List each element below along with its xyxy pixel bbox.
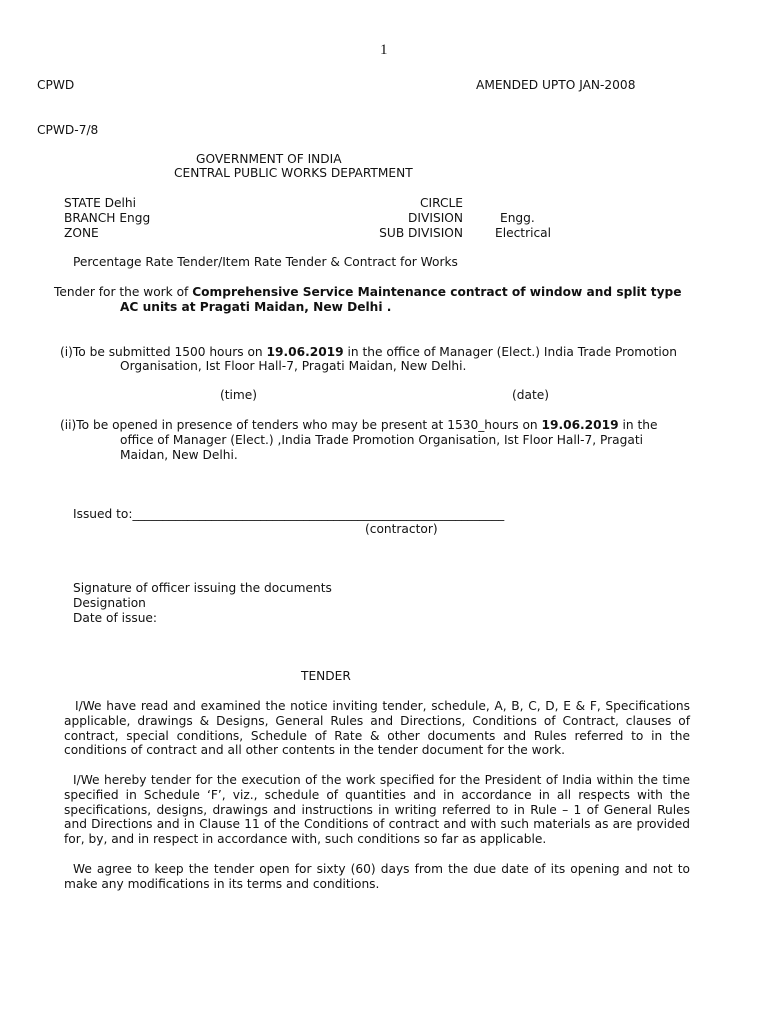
opening-line-1 [60, 418, 657, 432]
work-prefix: Tender for the work of [54, 285, 193, 299]
tender-paragraph-1: I/We have read and examined the notice inviting tender, schedule, A, B, C, D, E & F, Specifications applicable, drawings & Designs, General Rules and Directions, Conditions of Contract, clauses of contract, special conditions, Schedule of Rate & other documents and Rules referred to in the conditions of contract and all other contents in the tender document for the work. [64, 699, 690, 758]
tender-paragraph-2: I/We hereby tender for the execution of the work specified for the President of India within the time specified in Schedule ‘F’, viz., schedule of quantities and in accordance in all respects with the specifications, designs, drawings and instructions in writing referred to in Rule – 1 of General Rules and Directions and in Clause 11 of the Conditions of contract and with such materials as are provided for, by, and in respect in accordance with, such conditions so far as applicable. [64, 773, 690, 847]
branch-label: BRANCH Engg [64, 211, 151, 225]
circle-label: CIRCLE [420, 196, 463, 210]
date-of-issue-line: Date of issue: [73, 611, 158, 625]
opening-prefix: (ii)To be opened in presence of tenders who may be present at 1530_hours on [60, 418, 542, 432]
time-label: (time) [220, 388, 258, 402]
submission-line-2: Organisation, Ist Floor Hall-7, Pragati Maidan, New Delhi. [120, 359, 467, 373]
work-line-1 [54, 285, 682, 299]
submission-suffix: in the office of Manager (Elect.) India Trade Promotion [343, 345, 677, 359]
work-line-2 [120, 300, 391, 314]
header-left: CPWD [37, 78, 75, 92]
opening-line-2: office of Manager (Elect.) ,India Trade Promotion Organisation, Ist Floor Hall-7, Pragati [120, 433, 644, 447]
govt-line-2: CENTRAL PUBLIC WORKS DEPARTMENT [174, 166, 413, 180]
sub-division-label: SUB DIVISION [379, 226, 463, 240]
issued-to: Issued to:_____________________________________________________________ [73, 507, 505, 521]
tender-heading: TENDER [301, 669, 351, 683]
page-number: 1 [380, 42, 388, 58]
tender-type: Percentage Rate Tender/Item Rate Tender & Contract for Works [73, 255, 458, 269]
govt-line-1: GOVERNMENT OF INDIA [196, 152, 342, 166]
submission-date: 19.06.2019 [266, 345, 344, 359]
contractor-label: (contractor) [365, 522, 438, 536]
submission-line-1 [60, 345, 677, 359]
signature-line: Signature of officer issuing the documents [73, 581, 332, 595]
division-label: DIVISION [408, 211, 463, 225]
tender-paragraph-3: We agree to keep the tender open for sixty (60) days from the due date of its opening and not to make any modifications in its terms and conditions. [64, 862, 690, 891]
state-label: STATE Delhi [64, 196, 137, 210]
date-label: (date) [512, 388, 549, 402]
submission-prefix: (i)To be submitted 1500 hours on [60, 345, 267, 359]
opening-suffix: in the [618, 418, 658, 432]
opening-line-3: Maidan, New Delhi. [120, 448, 238, 462]
work-name-cont: AC units at Pragati Maidan, New Delhi . [120, 300, 392, 314]
sub-division-value: Electrical [495, 226, 552, 240]
header-right: AMENDED UPTO JAN-2008 [476, 78, 636, 92]
opening-date: 19.06.2019 [541, 418, 619, 432]
division-value: Engg. [500, 211, 535, 225]
work-name: Comprehensive Service Maintenance contract of window and split type [192, 285, 682, 299]
zone-label: ZONE [64, 226, 99, 240]
form-number: CPWD-7/8 [37, 123, 99, 137]
designation-line: Designation [73, 596, 146, 610]
